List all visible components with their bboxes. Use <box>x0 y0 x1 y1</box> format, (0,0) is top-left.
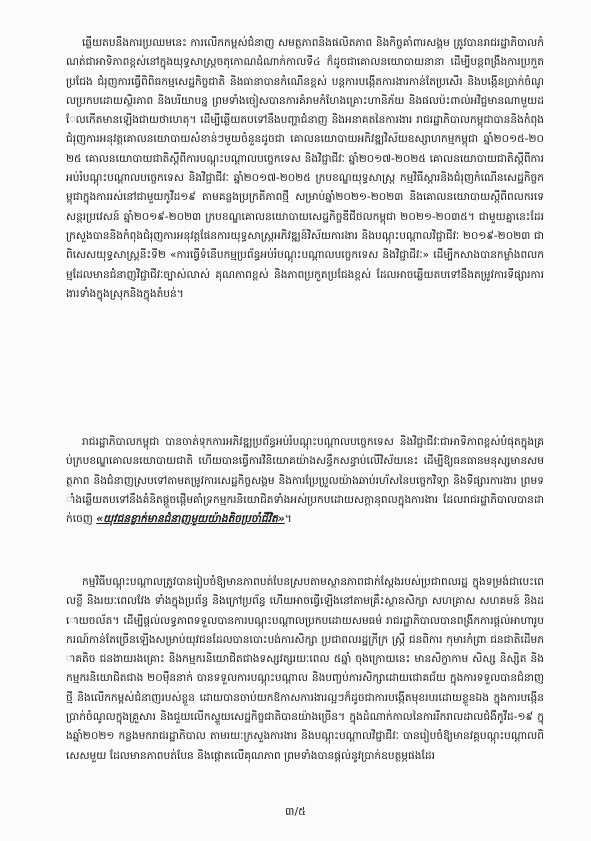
paragraph-2-text: រាជរដ្ឋាភិបាលកម្ពុជា បានចាត់ទុកការអភិវឌ្ឍប្រព័ន្ធអប់រំបណ្តុះបណ្តាលបច្ចេកទេស និងវិជ្ជាជីវៈជាអាទិភាពខ្ពស់បំផុតក្នុងគ្រប់ក្របខណ្ឌគោលនយោបាយជាតិ ហើយបានធ្វើការវិនិយោគយ៉ាងសន្ធឹកសន្ធាប់លើវិស័យនេះ ដើម្បីឱ្យធនធានមនុស្សមានសមត្ថភាព និងជំនាញស្របទៅតាមតម្រូវការសេដ្ឋកិច្ចសង្គម និងការប្រែប្រួលយ៉ាងឆាប់រហ័សនៃបច្ចេកវិទ្យា និងទីផ្សារការងារ ព្រមទាំងឆ្លើយតបទៅនឹងគំនិតផ្តួចផ្តើមគាំទ្រកម្មករនិយោជិតទាំងអស់ប្រកបដោយសក្តានុពលក្នុងការងារ ដែលរាជរដ្ឋាភិបាលបានដាក់ចេញ <box>66 436 544 526</box>
paragraph-3 <box>66 573 544 766</box>
paragraph-1 <box>66 34 544 304</box>
paragraph-1-text: ឆ្លើយតបនឹងការប្រឈមនេះ ការលើកកម្ពស់ជំនាញ សមត្ថភាពនិងផលិតភាព និងកិច្ចគាំពារសង្គម ត្រូវបានរាជរដ្ឋាភិបាលកំណត់ជាអាទិភាពខ្ពស់នៅក្នុងយុទ្ធសាស្ត្រចតុកោណដំណាក់កាលទី៤ ក៏ដូចជាគោលនយោបាយនានា ដើម្បីបន្តពង្រឹងការប្រកួតប្រជែង ជំរុញការធ្វើពិពិធកម្មសេដ្ឋកិច្ចជាតិ និងធានាបានកំណើនខ្ពស់ បន្តការបង្កើតការងារកាន់តែប្រសើរ និងបង្កើនប្រាក់ចំណូលប្រកបដោយស្ថិរភាព និងបរិយាបន្ន ព្រមទាំងចៀសបានការគំរាមកំហែងគ្រោះហានិភ័យ និងផលប៉ះពាល់អវិជ្ជមានណាមួយដែលកើតមានឡើងជាយថាហេតុ។ ដើម្បីឆ្លើយតបទៅនឹងបញ្ហាជំនាញ និងអនាគតនៃការងារ រាជរដ្ឋាភិបាលកម្ពុជាបាននិងកំពុងជំរុញការអនុវត្តគោលនយោបាយសំខាន់ៗមួយចំនួនដូចជា គោលនយោបាយអភិវឌ្ឍវិស័យឧស្សាហកម្មកម្ពុជា ឆ្នាំ២០១៥-២០២៥ គោលនយោបាយជាតិស្តីពីការបណ្តុះបណ្តាលបច្ចេកទេស និងវិជ្ជាជីវៈ ឆ្នាំ២០១៧-២០២៥ គោលនយោបាយជាតិស្តីពីការអប់រំបណ្តុះបណ្តាលបច្ចេកទេស និងវិជ្ជាជីវៈ ឆ្នាំ២០១៧-២០២៥ ក្របខណ្ឌយុទ្ធសាស្ត្រ កម្មវិធីស្តារនិងជំរុញកំណើនសេដ្ឋកិច្ចកម្ពុជាក្នុងការរស់នៅជាមួយកូវីដ១៩ តាមគន្លងប្រក្រតីភាពថ្មី សម្រាប់ឆ្នាំ២០២១-២០២៣ និងគោលនយោបាយស្តីពីពលករទេសន្តរប្រវេសន៍ ឆ្នាំ២០១៩-២០២៣ ក្របខណ្ឌគោលនយោបាយសេដ្ឋកិច្ចឌីជីថលកម្ពុជា ២០២១-២០៣៥។ ជាមួយគ្នានេះដែរ ក្រសួងបាននិងកំពុងជំរុញការអនុវត្តផែនការយុទ្ធសាស្ត្រអភិវឌ្ឍន៍វិស័យការងារ និងបណ្តុះបណ្តាលវិជ្ជាជីវៈ ២០១៩-២០២៣ ជាពិសេសយុទ្ធសាស្ត្រនីះទី២ «ការធ្វើទំនើបកម្មប្រព័ន្ធអប់រំបណ្តុះបណ្តាលបច្ចេកទេស និងវិជ្ជាជីវៈ» ដើម្បីកសាងបានកម្លាំងពលកម្មដែលមានជំនាញវិជ្ជាជីវៈច្បាស់លាស់ គុណភាពខ្ពស់ និងភាពប្រកួតប្រជែងខ្ពស់ ដែលអាចឆ្លើយតបទៅនឹងតម្រូវការទីផ្សារការងារទាំងក្នុងស្រុកនិងក្នុងតំបន់។ <box>66 37 544 300</box>
paragraph-2 <box>66 433 544 529</box>
slogan-emphasis: «យុវជនខ្លាក់មានជំនាញមួយយ៉ាងតិចប្រចាំជីវិត» <box>96 513 285 526</box>
paragraph-2-tail: ។ <box>284 513 292 526</box>
page-number: ៣/៥ <box>285 805 306 818</box>
paragraph-3-text: កម្មវិធីបណ្តុះបណ្តាលត្រូវបានរៀបចំឱ្យមានភាពបត់បែនស្របតាមស្ថានភាពជាក់ស្តែងរបស់ប្រជាពលរដ្ឋ ក្នុងទម្រង់ជាបេះពេលខ្លី និងរយៈពេលវែង ទាំងក្នុងប្រព័ន្ធ និងក្រៅប្រព័ន្ធ ហើយអាចធ្វើឡើងនៅតាមគ្រឹះស្ថានសិក្សា សហគ្រាស សហគមន៍ និងដោយចល័ត។ ដើម្បីផ្តល់លទ្ធភាពទទួលបានការបណ្តុះបណ្តាលប្រកបដោយសមធម៌ រាជរដ្ឋាភិបាលបានពង្រីកការផ្តល់អាហារូបករណ៍កាន់តែច្រើនឡើងសម្រាប់យុវជនដែលបានបោះបង់ការសិក្សា ប្រជាពលរដ្ឋក្រីក្រ ស្ត្រី ជនពិការ កុមារកំព្រា ជនជាតិដើមភាគតិច ជនងាយរងគ្រោះ និងកម្មករនិយោជិតជាងទស្សវត្សរយៈពេល ៥ឆ្នាំ ចុងក្រោយនេះ មានសិក្ខាកាម សិស្ស និស្សិត និងកម្មករនិយោជិតជាង ២០ម៉ឺននាក់ បានទទួលការបណ្តុះបណ្តាល និងបញ្ចប់ការសិក្សាដោយជោគជ័យ ក្នុងការទទួលបានជំនាញថ្មី និងលើកកម្ពស់ជំនាញរបស់ខ្លួន ដោយបានចាប់យកឱកាសការងារល្អៗក៏ដូចជាការបង្កើតមុខរបរដោយខ្លួនឯង ក្នុងការបង្កើនប្រាក់ចំណូលក្នុងគ្រួសារ និងជួយលើកស្ទួយសេដ្ឋកិច្ចជាតិបានយ៉ាងច្រើន។ ក្នុងដំណាក់កាលនៃការរីករាលដាលជំងឺកូវីដ-១៩ ក្នុងឆ្នាំ២០២១ កន្លងមករាជរដ្ឋាភិបាល តាមរយៈក្រសួងការងារ និងបណ្តុះបណ្តាលវិជ្ជាជីវៈ បានរៀបចំឱ្យមានវគ្គបណ្តុះបណ្តាលពិសេសមួយ ដែលមានភាពបត់បែន និងផ្តោតលើគុណភាព ព្រមទាំងបានផ្តល់នូវប្រាក់ឧបត្ថម្ភផងដែរ <box>66 576 544 762</box>
